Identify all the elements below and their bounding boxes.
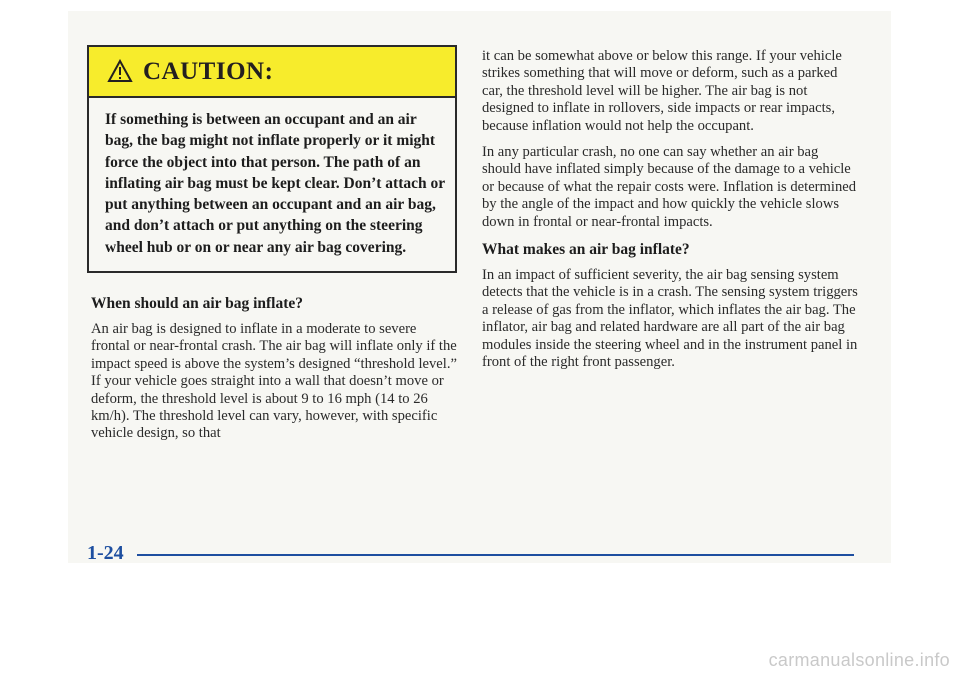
caution-box: [87, 45, 457, 273]
paragraph-when: An air bag is designed to inflate in a moderate to severe frontal or near-frontal crash. The air bag will inflate only if the impact speed is above the system’s designed “threshold level.” If your vehicle goes straight into a wall that doesn’t move or deform, the threshold level is about 9 to 16 mph (14 to 26 km/h). The threshold level can vary, however, with specific vehicle design, so that: [91, 321, 457, 442]
paragraph-crash-damage: In any particular crash, no one can say whether an air bag should have inflated simply because of the damage to a vehicle or because of what the repair costs were. Inflation is determined by the angle of the impact and how quickly the vehicle slows down in frontal or near-frontal impacts.: [482, 144, 857, 230]
warning-triangle-icon: [107, 59, 133, 83]
left-column: [91, 294, 457, 443]
watermark: carmanualsonline.info: [768, 650, 950, 670]
section-heading-when: When should an air bag inflate?: [91, 295, 304, 312]
caution-header: [89, 47, 455, 98]
caution-text: If something is between an occupant and an air bag, the bag might not inflate properly or it might force the object into that person. The path of an inflating air bag must be kept clear. Don’t attach or put anything between an occupant and an air bag, and don’t attach or put anything on the steering wheel hub or on or near any air bag covering.: [105, 111, 445, 256]
page-number: 1-24: [87, 542, 124, 564]
section-heading-what: What makes an air bag inflate?: [482, 241, 690, 259]
caution-title: CAUTION:: [143, 58, 274, 85]
footer-rule: [137, 554, 854, 556]
paragraph-threshold-continued: it can be somewhat above or below this range. If your vehicle strikes something that will move or deform, such as a parked car, the threshold level will be higher. The air bag is not designed to inflate in rollovers, side impacts or rear impacts, because inflation would not help the occupant.: [482, 48, 842, 134]
paragraph-what: In an impact of sufficient severity, the air bag sensing system detects that the vehicle is in a crash. The sensing system triggers a release of gas from the inflator, which inflates the air bag. The inflator, air bag and related hardware are all part of the air bag modules inside the steering wheel and in the instrument panel in front of the right front passenger.: [482, 267, 858, 371]
right-column: [482, 48, 860, 381]
